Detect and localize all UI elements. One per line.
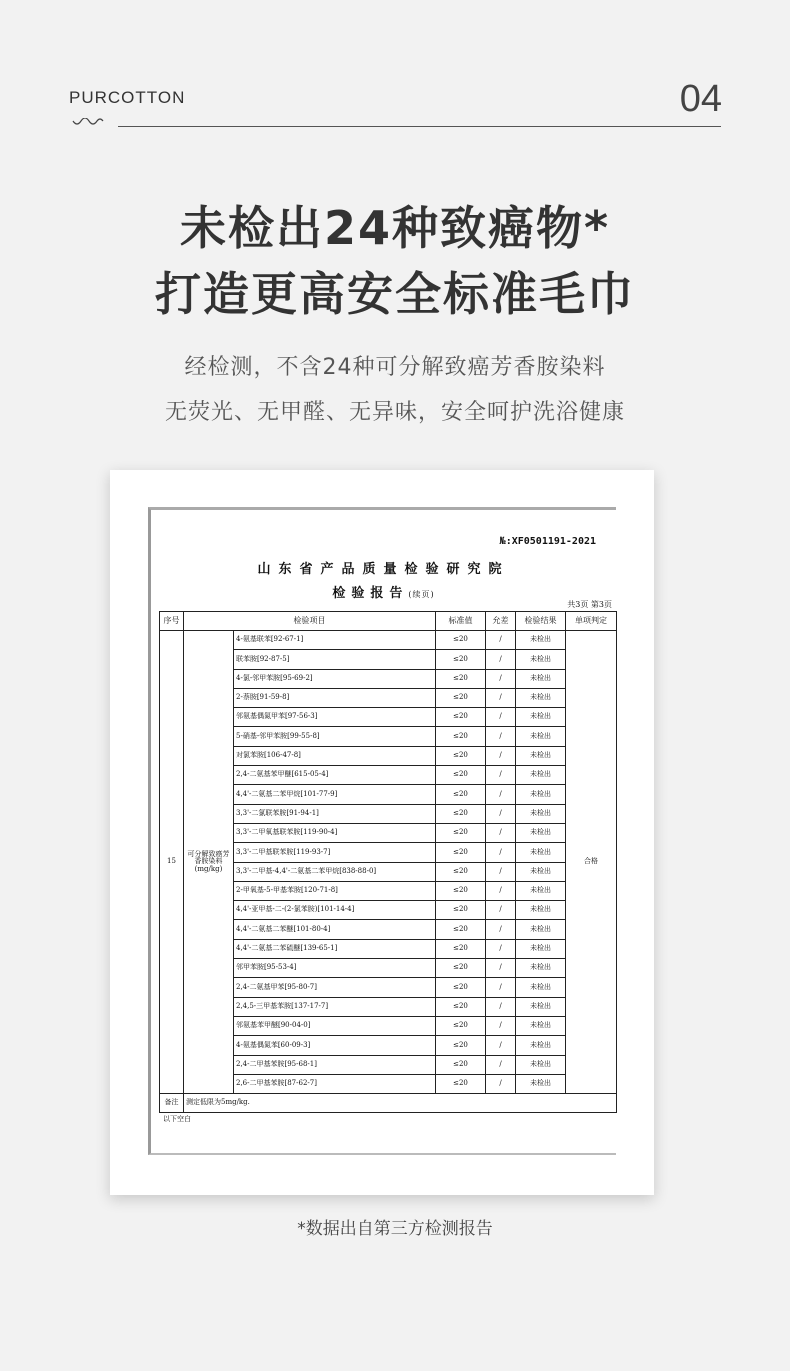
tolerance-cell: / (486, 978, 516, 997)
tolerance-cell: / (486, 669, 516, 688)
standard-cell: ≤20 (436, 688, 486, 707)
tolerance-cell: / (486, 650, 516, 669)
standard-cell: ≤20 (436, 766, 486, 785)
item-name-cell: 4-氯-邻甲苯胺[95-69-2] (234, 669, 436, 688)
standard-cell: ≤20 (436, 920, 486, 939)
item-name-cell: 2,4-二氨基甲苯[95-80-7] (234, 978, 436, 997)
result-cell: 未检出 (516, 843, 566, 862)
item-name-cell: 联苯胺[92-87-5] (234, 650, 436, 669)
header-standard: 标准值 (436, 612, 486, 631)
report-title-text: 检验报告 (332, 586, 409, 601)
item-name-cell: 2,4-二氨基苯甲醚[615-05-4] (234, 766, 436, 785)
item-name-cell: 4,4'-二氨基二苯醚[101-80-4] (234, 920, 436, 939)
header-verdict: 单项判定 (566, 612, 617, 631)
institute-name: 山东省产品质量检验研究院 (257, 562, 510, 577)
tolerance-cell: / (486, 1055, 516, 1074)
result-cell: 未检出 (516, 823, 566, 842)
standard-cell: ≤20 (436, 881, 486, 900)
standard-cell: ≤20 (436, 997, 486, 1016)
tolerance-cell: / (486, 1016, 516, 1035)
item-name-cell: 对氯苯胺[106-47-8] (234, 746, 436, 765)
header-result: 检验结果 (516, 612, 566, 631)
standard-cell: ≤20 (436, 862, 486, 881)
item-name-cell: 3,3'-二甲氧基联苯胺[119-90-4] (234, 823, 436, 842)
result-cell: 未检出 (516, 1055, 566, 1074)
item-name-cell: 4,4'-二氨基二苯甲烷[101-77-9] (234, 785, 436, 804)
standard-cell: ≤20 (436, 978, 486, 997)
item-name-cell: 2,4,5-三甲基苯胺[137-17-7] (234, 997, 436, 1016)
standard-cell: ≤20 (436, 1055, 486, 1074)
result-cell: 未检出 (516, 920, 566, 939)
result-cell: 未检出 (516, 862, 566, 881)
item-name-cell: 3,3'-二甲基联苯胺[119-93-7] (234, 843, 436, 862)
result-cell: 未检出 (516, 669, 566, 688)
standard-cell: ≤20 (436, 631, 486, 650)
tolerance-cell: / (486, 688, 516, 707)
tolerance-cell: / (486, 1074, 516, 1093)
remark-text: 测定低限为5mg/kg. (184, 1094, 617, 1113)
standard-cell: ≤20 (436, 650, 486, 669)
remark-label: 备注 (160, 1094, 184, 1113)
test-report-document (148, 507, 616, 1155)
result-cell: 未检出 (516, 631, 566, 650)
item-name-cell: 邻氨基偶氮甲苯[97-56-3] (234, 708, 436, 727)
tolerance-cell: / (486, 708, 516, 727)
item-name-cell: 邻甲苯胺[95-53-4] (234, 959, 436, 978)
item-name-cell: 2,6-二甲基苯胺[87-62-7] (234, 1074, 436, 1093)
standard-cell: ≤20 (436, 823, 486, 842)
tolerance-cell: / (486, 843, 516, 862)
tolerance-cell: / (486, 766, 516, 785)
standard-cell: ≤20 (436, 1016, 486, 1035)
tolerance-cell: / (486, 823, 516, 842)
item-name-cell: 4,4'-二氨基二苯硫醚[139-65-1] (234, 939, 436, 958)
tolerance-cell: / (486, 804, 516, 823)
standard-cell: ≤20 (436, 1074, 486, 1093)
result-cell: 未检出 (516, 727, 566, 746)
standard-cell: ≤20 (436, 727, 486, 746)
result-cell: 未检出 (516, 881, 566, 900)
tolerance-cell: / (486, 862, 516, 881)
result-cell: 未检出 (516, 746, 566, 765)
result-cell: 未检出 (516, 959, 566, 978)
item-name-cell: 2-萘胺[91-59-8] (234, 688, 436, 707)
footnote: *数据出自第三方检测报告 (297, 1219, 493, 1239)
blank-note: 以下空白 (163, 1115, 191, 1123)
brand-logo-text: PURCOTTON (69, 88, 186, 107)
standard-cell: ≤20 (436, 901, 486, 920)
subtext-line-2: 无荧光、无甲醛、无异味，安全呵护洗浴健康 (164, 400, 625, 425)
tolerance-cell: / (486, 997, 516, 1016)
item-name-cell: 邻氨基苯甲醚[90-04-0] (234, 1016, 436, 1035)
result-cell: 未检出 (516, 1016, 566, 1035)
report-title-note: (续页) (408, 590, 435, 599)
result-cell: 未检出 (516, 766, 566, 785)
tolerance-cell: / (486, 959, 516, 978)
tolerance-cell: / (486, 881, 516, 900)
header-divider (118, 126, 721, 127)
result-cell: 未检出 (516, 939, 566, 958)
verdict-cell: 合格 (566, 631, 617, 1094)
result-cell: 未检出 (516, 997, 566, 1016)
standard-cell: ≤20 (436, 1036, 486, 1055)
tolerance-cell: / (486, 746, 516, 765)
result-cell: 未检出 (516, 901, 566, 920)
result-cell: 未检出 (516, 785, 566, 804)
tolerance-cell: / (486, 631, 516, 650)
item-name-cell: 2,4-二甲基苯胺[95-68-1] (234, 1055, 436, 1074)
result-cell: 未检出 (516, 804, 566, 823)
tolerance-cell: / (486, 901, 516, 920)
standard-cell: ≤20 (436, 843, 486, 862)
standard-cell: ≤20 (436, 669, 486, 688)
page-number: 04 (679, 78, 722, 120)
headline-line-1: 未检出24种致癌物* (179, 201, 611, 255)
standard-cell: ≤20 (436, 939, 486, 958)
tolerance-cell: / (486, 727, 516, 746)
table-row (160, 631, 617, 650)
result-cell: 未检出 (516, 688, 566, 707)
result-cell: 未检出 (516, 1074, 566, 1093)
item-name-cell: 4,4'-亚甲基-二-(2-氯苯胺)[101-14-4] (234, 901, 436, 920)
tolerance-cell: / (486, 920, 516, 939)
wave-icon (72, 118, 104, 128)
item-name-cell: 5-硝基-邻甲苯胺[99-55-8] (234, 727, 436, 746)
standard-cell: ≤20 (436, 785, 486, 804)
item-name-cell: 3,3'-二氯联苯胺[91-94-1] (234, 804, 436, 823)
item-name-cell: 4-氨基联苯[92-67-1] (234, 631, 436, 650)
report-title (151, 582, 616, 601)
standard-cell: ≤20 (436, 708, 486, 727)
report-page-info: 共3页 第3页 (567, 600, 612, 609)
standard-cell: ≤20 (436, 804, 486, 823)
tolerance-cell: / (486, 1036, 516, 1055)
header-seq: 序号 (160, 612, 184, 631)
header-tolerance: 允差 (486, 612, 516, 631)
report-number: №:XF0501191-2021 (499, 536, 596, 547)
standard-cell: ≤20 (436, 959, 486, 978)
report-table (159, 611, 617, 1113)
header-item: 检验项目 (184, 612, 436, 631)
remark-row (160, 1094, 617, 1113)
tolerance-cell: / (486, 939, 516, 958)
result-cell: 未检出 (516, 650, 566, 669)
result-cell: 未检出 (516, 1036, 566, 1055)
tolerance-cell: / (486, 785, 516, 804)
result-cell: 未检出 (516, 978, 566, 997)
item-name-cell: 4-氨基偶氮苯[60-09-3] (234, 1036, 436, 1055)
category-cell: 可分解致癌芳香胺染料 (mg/kg) (184, 631, 234, 1094)
standard-cell: ≤20 (436, 746, 486, 765)
seq-cell: 15 (160, 631, 184, 1094)
item-name-cell: 3,3'-二甲基-4,4'-二氨基二苯甲烷[838-88-0] (234, 862, 436, 881)
item-name-cell: 2-甲氧基-5-甲基苯胺[120-71-8] (234, 881, 436, 900)
subtext-line-1: 经检测，不含24种可分解致癌芳香胺染料 (184, 355, 606, 380)
headline-line-2: 打造更高安全标准毛巾 (155, 267, 635, 321)
table-header-row (160, 612, 617, 631)
result-cell: 未检出 (516, 708, 566, 727)
